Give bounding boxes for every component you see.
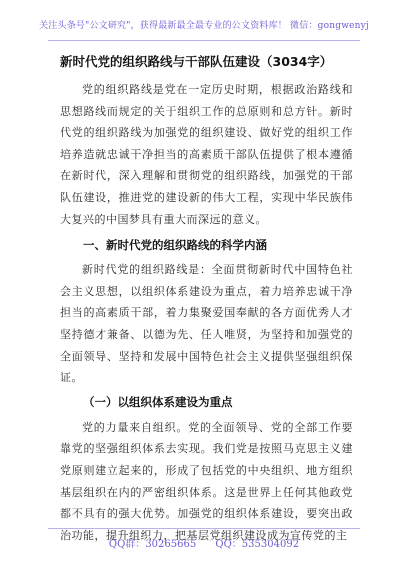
footer-qq: QQ：535304092	[215, 539, 300, 550]
footer	[0, 535, 408, 550]
document-title: 新时代党的组织路线与干部队伍建设（3034字）	[60, 54, 333, 69]
footer-qq-group: QQ群：30265665	[108, 539, 197, 550]
paragraph-intro: 党的组织路线是党在一定历史时期，根据政治路线和思想路线而规定的关于组织工作的总原则和总方针。新时代党的组织路线为加强党的组织建设、做好党的组织工作培养造就忠诚干净担当的高素质干部队伍提供了根本遵循在新时代，深入理解和贯彻党的组织路线，加强党的干部队伍建设，推进党的建设新的伟大工程，实现中华民族伟大复兴的中国梦具有重大而深远的意义。	[60, 83, 353, 226]
paragraph-organization: 党的力量来自组织。党的全面领导、党的全部工作要靠党的坚强组织体系去实现。我们党是按照马克思主义建党原则建立起来的，形成了包括党的中央组织、地方组织基层组织在内的严密组织体系。这是世界上任何其他政党都不具有的强大优势。加强党的组织体系建设，要突出政治功能，提升组织力，把基层党组织建设成为宣传党的主	[60, 420, 353, 542]
document-body	[60, 53, 353, 546]
header-divider	[48, 40, 360, 41]
header-banner: 关注头条号"公文研究"，获得最新最全最专业的公文资料库！ 微信：gongwenyj	[39, 21, 369, 31]
section-heading: 一、新时代党的组织路线的科学内涵	[83, 238, 267, 253]
footer-divider	[48, 528, 360, 529]
paragraph-definition: 新时代党的组织路线是：全面贯彻新时代中国特色社会主义思想，以组织体系建设为重点，着力培养忠诚干净担当的高素质干部，着力集聚爱国奉献的各方面优秀人才坚持德才兼备、以德为先、任人唯贤，为坚持和加强党的全面领导、坚持和发展中国特色社会主义提供坚强组织保证。	[60, 263, 353, 385]
subsection-heading: （一）以组织体系建设为重点	[83, 394, 233, 409]
